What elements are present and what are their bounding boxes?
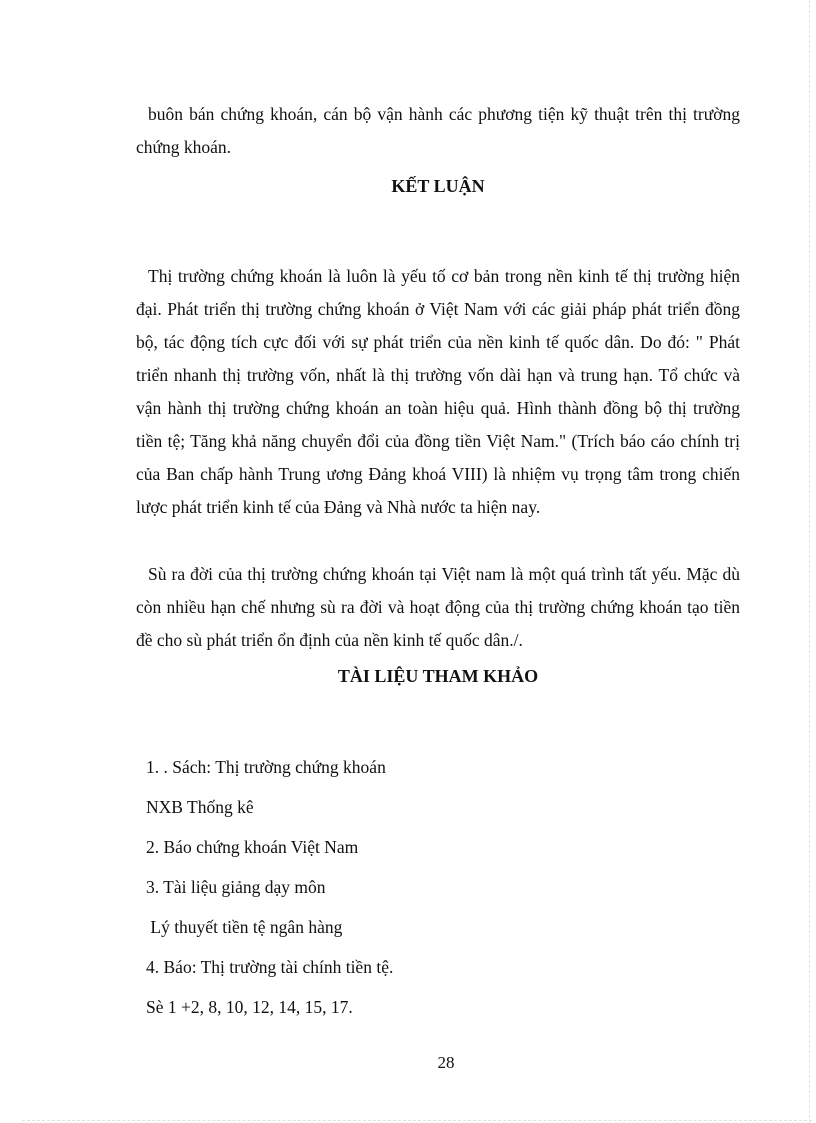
conclusion-heading: KẾT LUẬN xyxy=(391,176,485,196)
conclusion-paragraph-1 xyxy=(136,260,740,524)
intro-paragraph-text: buôn bán chứng khoán, cán bộ vận hành các phương tiện kỹ thuật trên thị trường chứng khoán. xyxy=(136,104,740,157)
page-border-bottom xyxy=(22,1120,812,1121)
reference-item: 2. Báo chứng khoán Việt Nam xyxy=(146,837,359,857)
reference-item: NXB Thống kê xyxy=(146,797,254,817)
reference-item: Sè 1 +2, 8, 10, 12, 14, 15, 17. xyxy=(146,997,353,1017)
intro-paragraph xyxy=(136,98,740,164)
reference-item: 1. . Sách: Thị trường chứng khoán xyxy=(146,757,386,777)
page-border-right xyxy=(809,0,810,1123)
references-heading: TÀI LIỆU THAM KHẢO xyxy=(337,666,539,686)
reference-item: 4. Báo: Thị trường tài chính tiền tệ. xyxy=(146,957,394,977)
conclusion-paragraph-2 xyxy=(136,558,740,657)
conclusion-paragraph-2-text: Sù ra đời của thị trường chứng khoán tại Việt nam là một quá trình tất yếu. Mặc dù còn nhiều hạn chế nhưng sù ra đời và hoạt động của thị trường chứng khoán tạo tiền đề cho sù phát triển ổn định của nền kinh tế quốc dân./. xyxy=(136,564,740,650)
reference-item: Lý thuyết tiền tệ ngân hàng xyxy=(146,917,343,937)
page-number: 28 xyxy=(437,1053,455,1072)
reference-item: 3. Tài liệu giảng dạy môn xyxy=(146,877,326,897)
conclusion-paragraph-1-text: Thị trường chứng khoán là luôn là yếu tố cơ bản trong nền kinh tế thị trường hiện đại. Phát triển thị trường chứng khoán ở Việt Nam với các giải pháp phát triển đồng bộ, tác động tích cực đối với sự phát triển của nền kinh tế quốc dân. Do đó: " Phát triển nhanh thị trường vốn, nhất là thị trường vốn dài hạn và trung hạn. Tổ chức và vận hành thị trường chứng khoán an toàn hiệu quả. Hình thành đồng bộ thị trường tiền tệ; Tăng khả năng chuyển đổi của đồng tiền Việt Nam." (Trích báo cáo chính trị của Ban chấp hành Trung ương Đảng khoá VIII) là nhiệm vụ trọng tâm trong chiến lược phát triển kinh tế của Đảng và Nhà nước ta hiện nay. xyxy=(136,266,740,517)
